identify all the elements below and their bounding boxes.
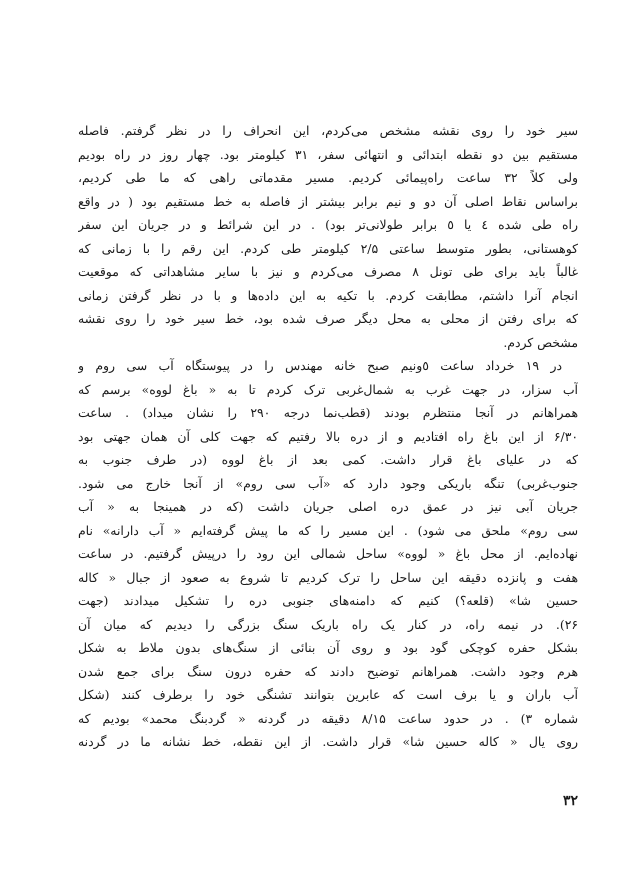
- text-line: ولی کلاً ۳۲ ساعت راه‌پیمائی کردیم. مسیر مقدماتی راهی که ما طی کردیم،: [78, 170, 578, 185]
- text-line: کوهستانی، بطور متوسط ساعتی ۲/۵ کیلومتر طی کردم. این رقم را با زمانی که: [78, 240, 578, 256]
- text-line: غالباً باید برای طی تونل ۸ مصرف می‌کردم و نیز با سایر مشاهداتی که موقعیت: [78, 264, 578, 279]
- text-line: بشکل حفره کوچکی گود بود و روی آن بنائی از سنگ‌های بدون ملاط به شکل: [78, 640, 578, 655]
- text-line: روی یال « کاله حسین شا» قرار داشت. از این نقطه، خط نشانه ما در گردنه: [78, 734, 578, 749]
- text-line: سی روم» ملحق می شود) . این مسیر را که ما پیش گرفته‌ایم « آب دارانه» نام: [78, 522, 578, 538]
- text-line: براساس نقاط اصلی آن دو و نیم برابر بیشتر از فاصله به خط مستقیم بود ( در واقع: [78, 193, 578, 209]
- text-line: سیر خود را روی نقشه مشخص می‌کردم، این انحراف را در نظر گرفتم. فاصله: [78, 123, 578, 138]
- text-line: مشخص کردم.: [503, 334, 578, 350]
- text-line: که برای رفتن از محلی به محل دیگر صرف شده بود، خط سیر خود را روی نقشه: [78, 311, 578, 326]
- text-line: حسین شا» (قلعه؟) کنیم که دامنه‌های جنوبی دره را تشکیل میدادند (جهت: [78, 593, 578, 608]
- text-line: جنوب‌غربی) تنگه باریکی وجود دارد که «آب سی روم» از آنجا خارج می شود.: [78, 475, 578, 491]
- text-line: ۶/۳۰ از این باغ راه افتادیم و از دره بالا رفتیم که جهت کلی آن همان جهتی بود: [78, 428, 578, 444]
- text-line: آب باران و یا برف است که عابرین بتوانند تشنگی خود را برطرف کنند (شکل: [78, 687, 578, 702]
- text-line: انجام آنرا داشتم، مطابقت کردم. با تکیه به این داده‌ها و با در نظر گرفتن زمانی: [78, 287, 578, 303]
- text-line: هفت و پانزده دقیقه این ساحل را ترک کردیم تا شروع به صعود از جبال « کاله: [78, 569, 578, 585]
- text-line: ۲۶). در نیمه راه، در کنار یک راه باریک سنگ بزرگی را دیدیم که میان آن: [78, 616, 578, 632]
- text-line: هرم وجود داشت. همراهانم توضیح دادند که حفره درون سنگ برای جمع شدن: [78, 663, 578, 679]
- text-line: نهاده‌ایم. از محل باغ « لووه» ساحل شمالی این رود را درپیش گرفتیم. در ساعت: [78, 546, 578, 561]
- text-line: همراهانم در آنجا منتظرم بودند (قطب‌نما درجه ۲۹۰ را نشان میداد) . ساعت: [78, 405, 578, 420]
- text-line: آب سزار، در جهت غرب به شمال‌غربی ترک کردم تا به « باغ لووه» برسم که: [78, 381, 578, 397]
- text-line: شماره ۳) . در حدود ساعت ۸/۱۵ دقیقه در گردنه « گردبنگ محمد» بودیم که: [78, 710, 578, 726]
- page-number: ۳۲: [562, 793, 578, 809]
- text-line: راه طی شده ٤ یا ٥ برابر طولانی‌تر بود) . در این شرائط و در جریان این سفر: [78, 217, 578, 232]
- text-line: مستقیم بین دو نقطه ابتدائی و انتهائی سفر، ۳۱ کیلومتر بود. چهار روز در راه بودیم: [78, 146, 578, 162]
- text-line: در ۱۹ خرداد ساعت ٥ونیم صبح خانه مهندس را در پیوستگاه آب سی روم و: [78, 358, 562, 373]
- text-line: که در علیای باغ قرار داشت. کمی بعد از باغ لووه (در طرف جنوب به: [78, 452, 578, 467]
- text-line: جریان آبی نیز در عمق دره اصلی جریان داشت (که در همینجا به « آب: [78, 499, 578, 514]
- body-text: [78, 119, 578, 754]
